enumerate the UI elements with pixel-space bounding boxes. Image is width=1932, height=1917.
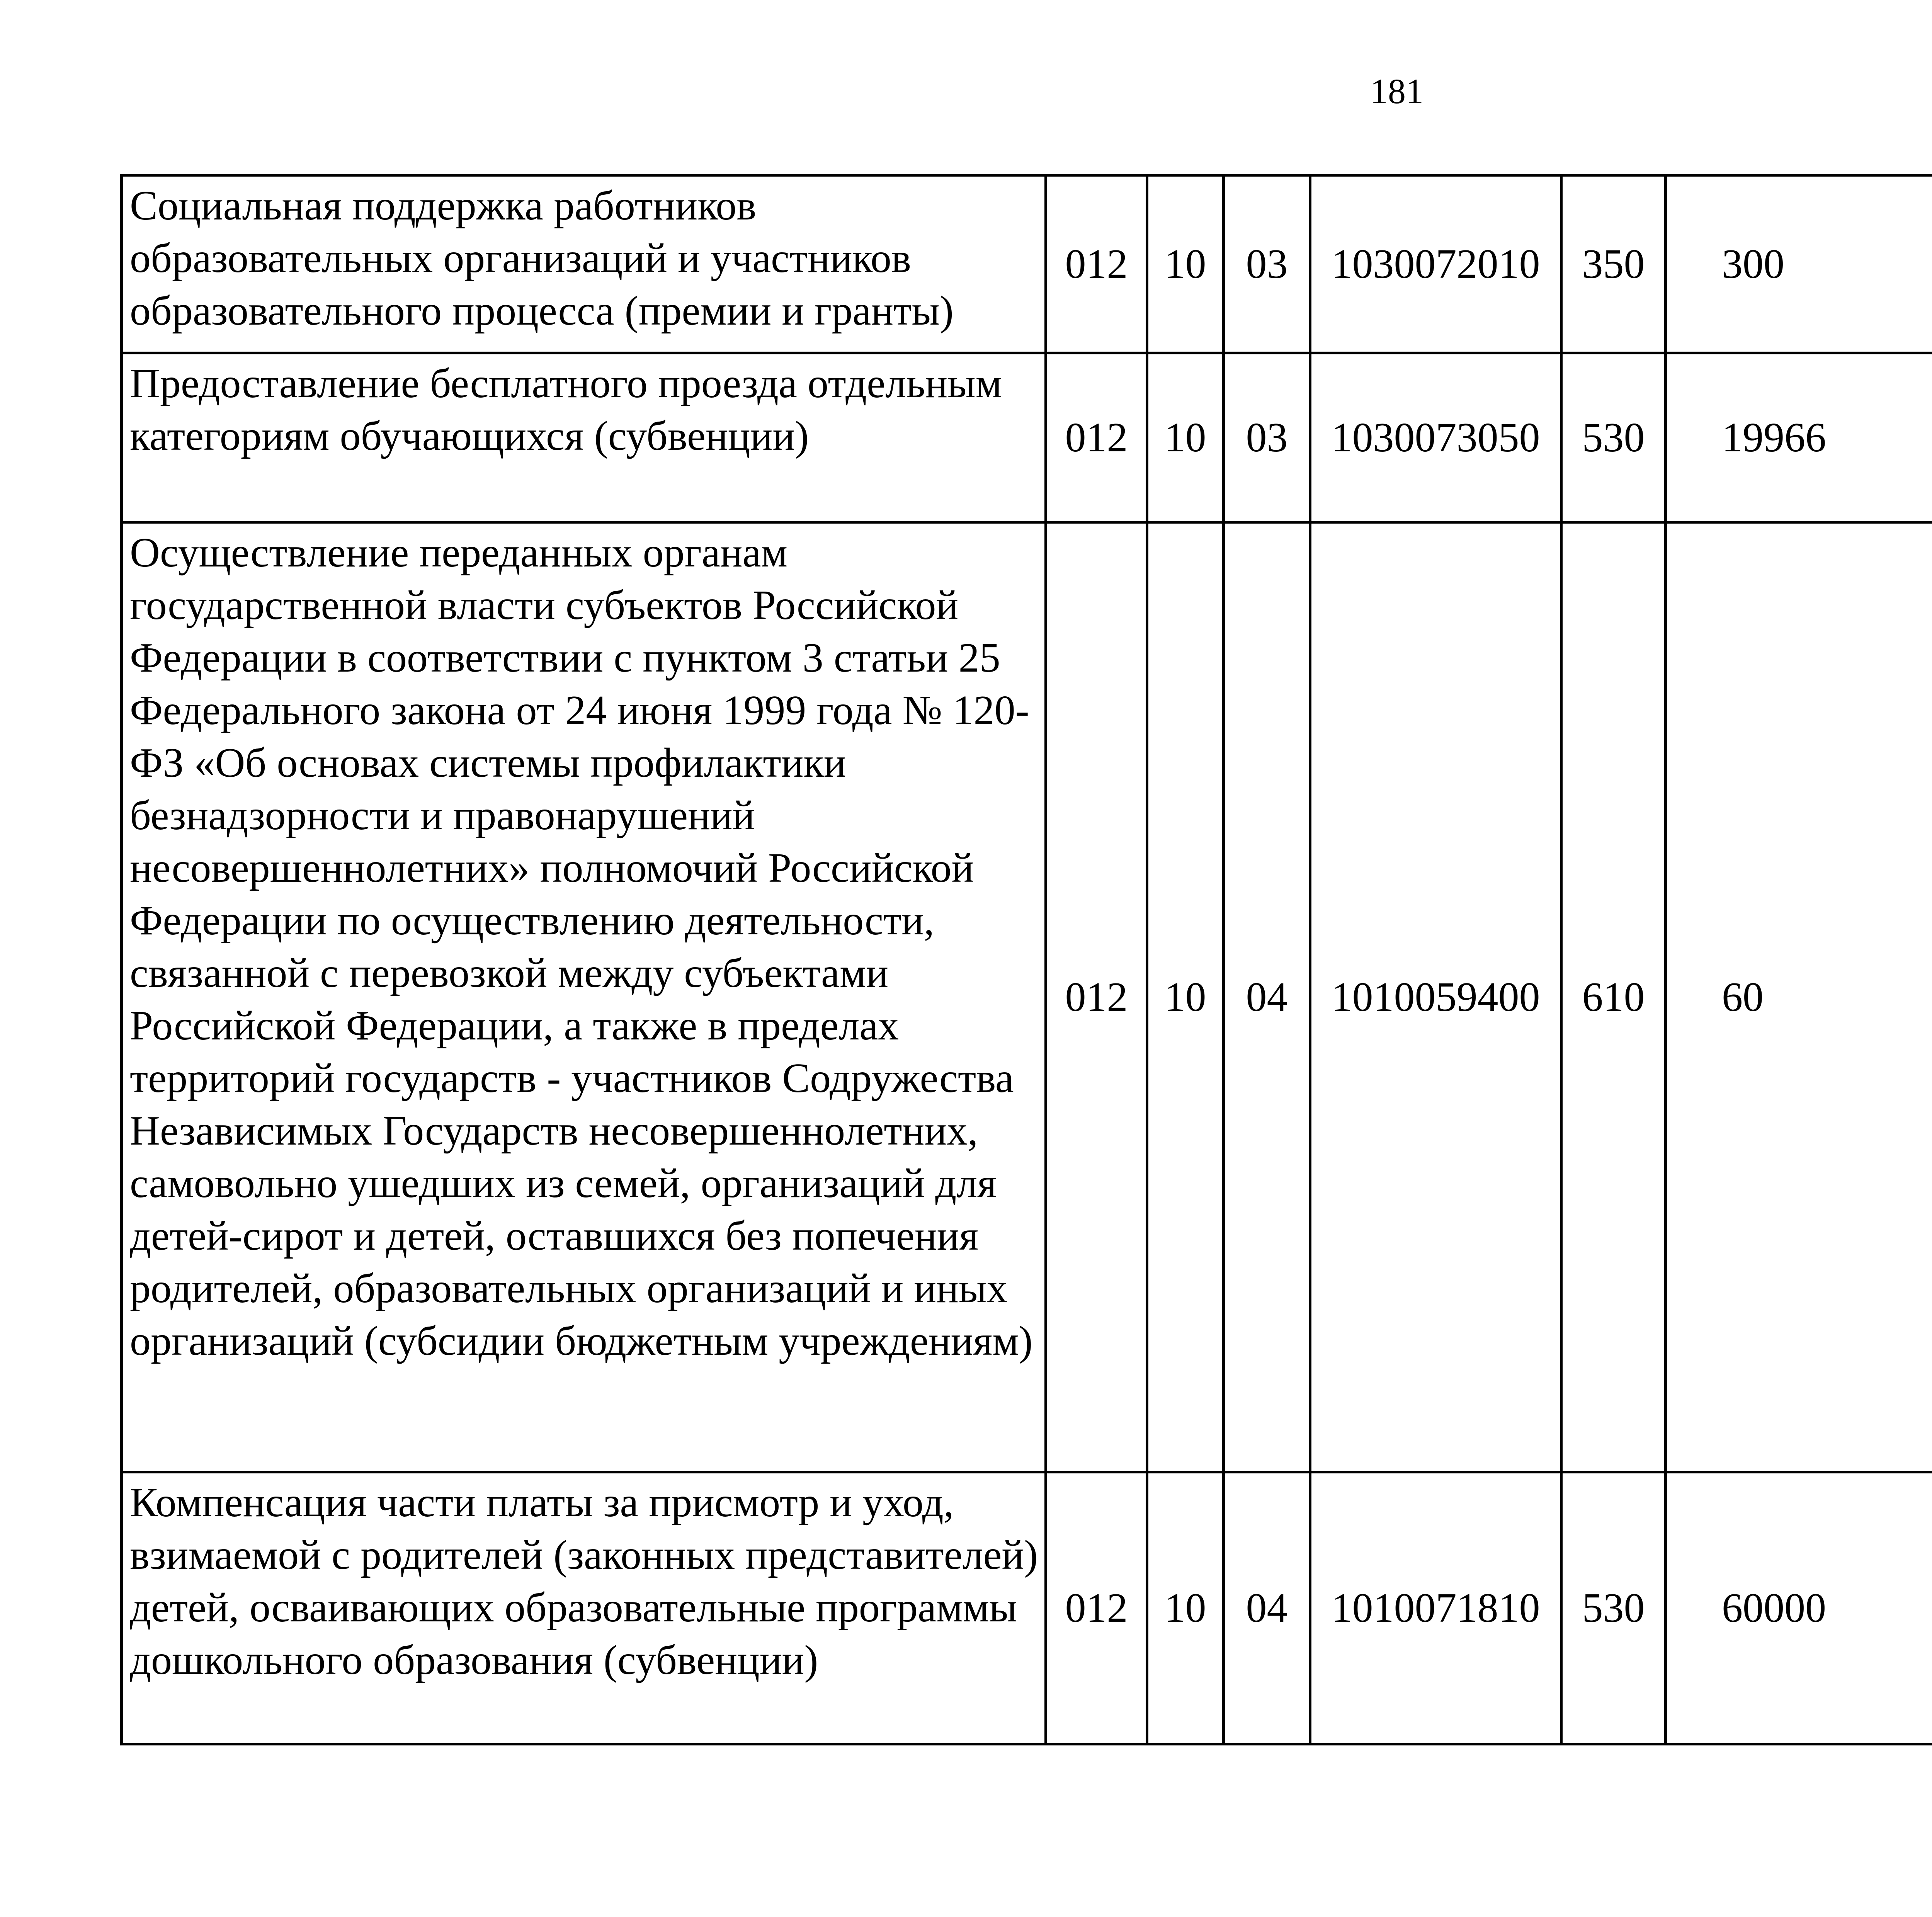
expense-type-code: 350 — [1561, 175, 1666, 353]
subsection-code: 03 — [1224, 175, 1310, 353]
table-row — [122, 353, 1932, 522]
ministry-code: 012 — [1046, 1472, 1147, 1744]
table-row — [122, 175, 1932, 353]
expense-type-code: 610 — [1561, 522, 1666, 1472]
target-article-code: 1010071810 — [1310, 1472, 1561, 1744]
subsection-code: 03 — [1224, 353, 1310, 522]
ministry-code: 012 — [1046, 522, 1147, 1472]
section-code: 10 — [1147, 175, 1224, 353]
budget-table — [120, 174, 1932, 1745]
target-article-code: 1030072010 — [1310, 175, 1561, 353]
table-row — [122, 1472, 1932, 1744]
ministry-code: 012 — [1046, 175, 1147, 353]
subsection-code: 04 — [1224, 1472, 1310, 1744]
row-description: Социальная поддержка работников образовательных организаций и участников образовательного процесса (премии и гранты) — [122, 175, 1046, 353]
expense-type-code: 530 — [1561, 353, 1666, 522]
amount-year-1: 60 — [1666, 522, 1932, 1472]
row-description: Компенсация части платы за присмотр и уход, взимаемой с родителей (законных представителей) детей, осваивающих образовательные программы дошкольного образования (субвенции) — [122, 1472, 1046, 1744]
page-number: 181 — [1370, 71, 1423, 111]
target-article-code: 1030073050 — [1310, 353, 1561, 522]
section-code: 10 — [1147, 353, 1224, 522]
row-description: Осуществление переданных органам государственной власти субъектов Российской Федерации в соответствии с пунктом 3 статьи 25 Федерального закона от 24 июня 1999 года № 120-ФЗ «Об основах системы профилактики безнадзорности и правонарушений несовершеннолетних» полномочий Российской Федерации по осуществлению деятельности, связанной с перевозкой между субъектами Российской Федерации, а также в пределах территорий государств - участников Содружества Независимых Государств несовершеннолетних, самовольно ушедших из семей, организаций для детей-сирот и детей, оставшихся без попечения родителей, образовательных организаций и иных организаций (субсидии бюджетным учреждениям) — [122, 522, 1046, 1472]
target-article-code: 1010059400 — [1310, 522, 1561, 1472]
section-code: 10 — [1147, 522, 1224, 1472]
subsection-code: 04 — [1224, 522, 1310, 1472]
expense-type-code: 530 — [1561, 1472, 1666, 1744]
amount-year-1: 60000 — [1666, 1472, 1932, 1744]
amount-year-1: 19966 — [1666, 353, 1932, 522]
ministry-code: 012 — [1046, 353, 1147, 522]
amount-year-1: 300 — [1666, 175, 1932, 353]
row-description: Предоставление бесплатного проезда отдельным категориям обучающихся (субвенции) — [122, 353, 1046, 522]
section-code: 10 — [1147, 1472, 1224, 1744]
table-row — [122, 522, 1932, 1472]
